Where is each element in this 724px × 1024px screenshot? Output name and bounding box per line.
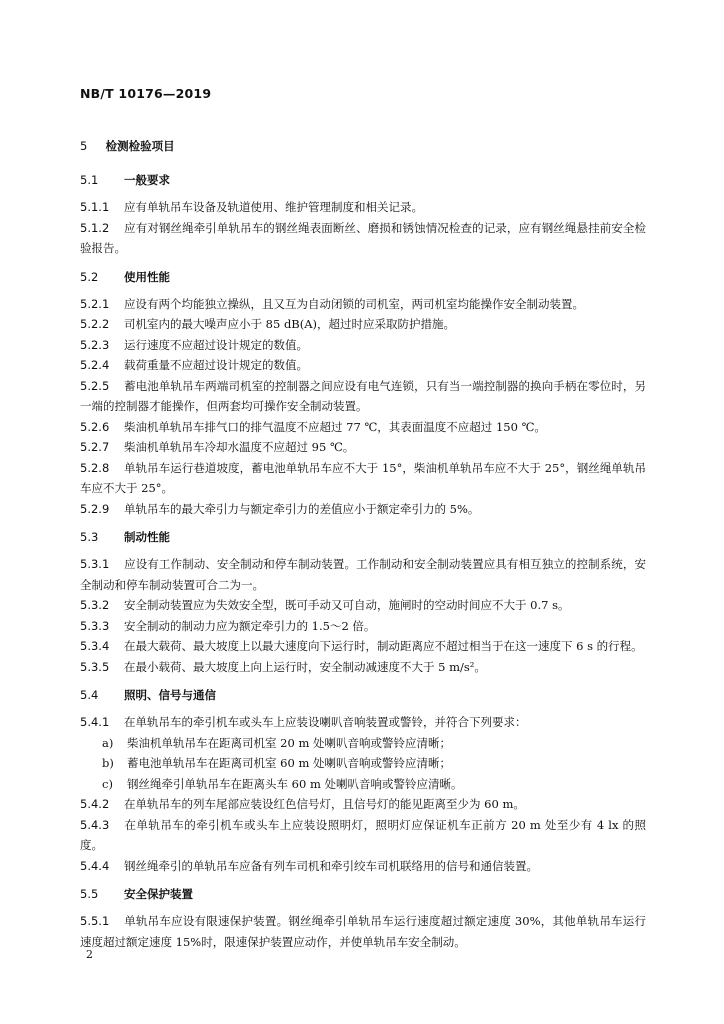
section-number: 5.2 bbox=[80, 269, 99, 284]
section-heading bbox=[80, 884, 646, 904]
clause bbox=[80, 335, 646, 356]
section-heading bbox=[80, 170, 646, 190]
clause bbox=[80, 856, 646, 877]
clause-text: 安全制动装置应为失效安全型，既可手动又可自动，施闸时的空动时间应不大于 0.7 s。 bbox=[124, 598, 570, 612]
list-item-marker: c) bbox=[102, 776, 113, 791]
clause-number: 5.4.3 bbox=[80, 817, 110, 832]
chapter-title: 检测检验项目 bbox=[105, 139, 175, 153]
list-item-text: 蓄电池单轨吊车在距离司机室 60 m 处喇叭音响或警铃应清晰； bbox=[127, 756, 452, 770]
clause-text: 在单轨吊车的列车尾部应装设红色信号灯，且信号灯的能见距离至少为 60 m。 bbox=[124, 797, 525, 811]
clause bbox=[80, 437, 646, 458]
clause bbox=[80, 499, 646, 520]
clause-text: 应有对钢丝绳牵引单轨吊车的钢丝绳表面断丝、磨损和锈蚀情况检查的记录，应有钢丝绳悬挂前安全检验报告。 bbox=[80, 220, 646, 255]
section-title: 制动性能 bbox=[124, 530, 170, 544]
page-number: 2 bbox=[86, 948, 93, 961]
clause-text: 应设有两个均能独立操纵，且又互为自动闭锁的司机室，两司机室均能操作安全制动装置。 bbox=[124, 296, 584, 311]
clause-number: 5.4.1 bbox=[80, 715, 110, 729]
section-number: 5.1 bbox=[80, 173, 99, 187]
section-heading bbox=[80, 685, 646, 705]
clause-text: 在单轨吊车的牵引机车或头车上应装设照明灯，照明灯应保证机车正前方 20 m 处至少有 4 lx 的照度。 bbox=[80, 817, 646, 852]
clause-text: 在单轨吊车的牵引机车或头车上应装设喇叭音响装置或警铃，并符合下列要求： bbox=[124, 715, 527, 729]
section-title: 一般要求 bbox=[124, 173, 170, 187]
clause-number: 5.3.2 bbox=[80, 598, 110, 612]
clause bbox=[80, 636, 646, 657]
clause bbox=[80, 314, 646, 335]
section-number: 5.3 bbox=[80, 530, 99, 544]
clause bbox=[80, 218, 646, 259]
clause-text: 司机室内的最大噪声应小于 85 dB(A)，超过时应采取防护措施。 bbox=[124, 317, 456, 331]
clause-number: 5.3.3 bbox=[80, 618, 110, 633]
clause-number: 5.1.1 bbox=[80, 200, 110, 214]
clause-text: 单轨吊车应设有限速保护装置。钢丝绳牵引单轨吊车运行速度超过额定速度 30%，其他单轨吊车运行速度超过额定速度 15%时，限速保护装置应动作，并使单轨吊车安全制动。 bbox=[80, 914, 646, 949]
clause-text: 安全制动的制动力应为额定牵引力的 1.5～2 倍。 bbox=[124, 618, 376, 633]
clause bbox=[80, 616, 646, 637]
clause bbox=[80, 355, 646, 376]
list-item-text: 钢丝绳牵引单轨吊车在距离头车 60 m 处喇叭音响或警铃应清晰。 bbox=[127, 776, 463, 791]
section-number: 5.4 bbox=[80, 688, 99, 702]
clause-number: 5.3.1 bbox=[80, 557, 110, 571]
list-item-marker: b) bbox=[102, 756, 114, 770]
chapter-number: 5 bbox=[80, 139, 88, 153]
clause-number: 5.2.7 bbox=[80, 440, 110, 454]
clause-number: 5.2.3 bbox=[80, 337, 110, 352]
chapter-heading bbox=[80, 136, 646, 156]
clause bbox=[80, 595, 646, 616]
clause-text: 应设有工作制动、安全制动和停车制动装置。工作制动和安全制动装置应具有相互独立的控制系统，安全制动和停车制动装置可合二为一。 bbox=[80, 557, 646, 592]
clause-text: 单轨吊车的最大牵引力与额定牵引力的差值应小于额定牵引力的 5%。 bbox=[124, 501, 480, 516]
clause bbox=[80, 197, 646, 218]
clause-number: 5.5.1 bbox=[80, 914, 110, 928]
clause-text: 载荷重量不应超过设计规定的数值。 bbox=[124, 358, 308, 372]
clause-text: 运行速度不应超过设计规定的数值。 bbox=[124, 337, 308, 352]
sections-container bbox=[80, 170, 646, 952]
clause bbox=[80, 911, 646, 952]
section-number: 5.5 bbox=[80, 887, 99, 901]
clause-text: 柴油机单轨吊车冷却水温度不应超过 95 ℃。 bbox=[124, 440, 355, 454]
clause-number: 5.2.2 bbox=[80, 317, 110, 331]
section-heading bbox=[80, 527, 646, 547]
clause-number: 5.2.9 bbox=[80, 501, 110, 516]
standard-number-header: NB/T 10176—2019 bbox=[80, 86, 212, 101]
clause-number: 5.4.2 bbox=[80, 797, 110, 811]
clause-text: 钢丝绳牵引的单轨吊车应备有列车司机和牵引绞车司机联络用的信号和通信装置。 bbox=[124, 858, 538, 873]
section-title: 安全保护装置 bbox=[124, 887, 193, 901]
list-item-text: 柴油机单轨吊车在距离司机室 20 m 处喇叭音响或警铃应清晰； bbox=[127, 735, 452, 750]
clause bbox=[80, 376, 646, 417]
clause-text: 在最小载荷、最大坡度上向上运行时，安全制动减速度不大于 5 m/s²。 bbox=[124, 659, 486, 674]
clause bbox=[80, 458, 646, 499]
clause-text: 应有单轨吊车设备及轨道使用、维护管理制度和相关记录。 bbox=[124, 200, 423, 214]
clause-text: 蓄电池单轨吊车两端司机室的控制器之间应设有电气连锁，只有当一端控制器的换向手柄在零位时，另一端的控制器才能操作，但两套均可操作安全制动装置。 bbox=[80, 378, 646, 413]
clause-number: 5.3.4 bbox=[80, 639, 110, 653]
clause bbox=[80, 417, 646, 438]
document-body bbox=[80, 136, 646, 952]
clause bbox=[80, 294, 646, 315]
list-item bbox=[80, 774, 646, 795]
section-title: 照明、信号与通信 bbox=[124, 688, 216, 702]
clause-number: 5.2.1 bbox=[80, 296, 110, 311]
list-item bbox=[80, 753, 646, 774]
clause bbox=[80, 657, 646, 678]
clause-text: 单轨吊车运行巷道坡度，蓄电池单轨吊车应不大于 15°，柴油机单轨吊车应不大于 25°，钢丝绳单轨吊车应不大于 25°。 bbox=[80, 460, 646, 495]
list-item bbox=[80, 733, 646, 754]
clause-number: 5.2.6 bbox=[80, 419, 110, 434]
clause-number: 5.2.4 bbox=[80, 358, 110, 372]
clause-text: 在最大载荷、最大坡度上以最大速度向下运行时，制动距离应不超过相当于在这一速度下 6 s 的行程。 bbox=[124, 639, 643, 653]
clause bbox=[80, 794, 646, 815]
clause bbox=[80, 815, 646, 856]
clause-number: 5.4.4 bbox=[80, 858, 110, 873]
clause-number: 5.2.5 bbox=[80, 378, 110, 393]
clause bbox=[80, 554, 646, 595]
list-item-marker: a) bbox=[102, 735, 114, 750]
clause-number: 5.1.2 bbox=[80, 220, 110, 235]
clause-number: 5.2.8 bbox=[80, 460, 110, 475]
section-title: 使用性能 bbox=[124, 269, 170, 284]
clause bbox=[80, 712, 646, 733]
section-heading bbox=[80, 267, 646, 287]
clause-number: 5.3.5 bbox=[80, 659, 110, 674]
clause-text: 柴油机单轨吊车排气口的排气温度不应超过 77 ℃，其表面温度不应超过 150 ℃。 bbox=[124, 419, 546, 434]
